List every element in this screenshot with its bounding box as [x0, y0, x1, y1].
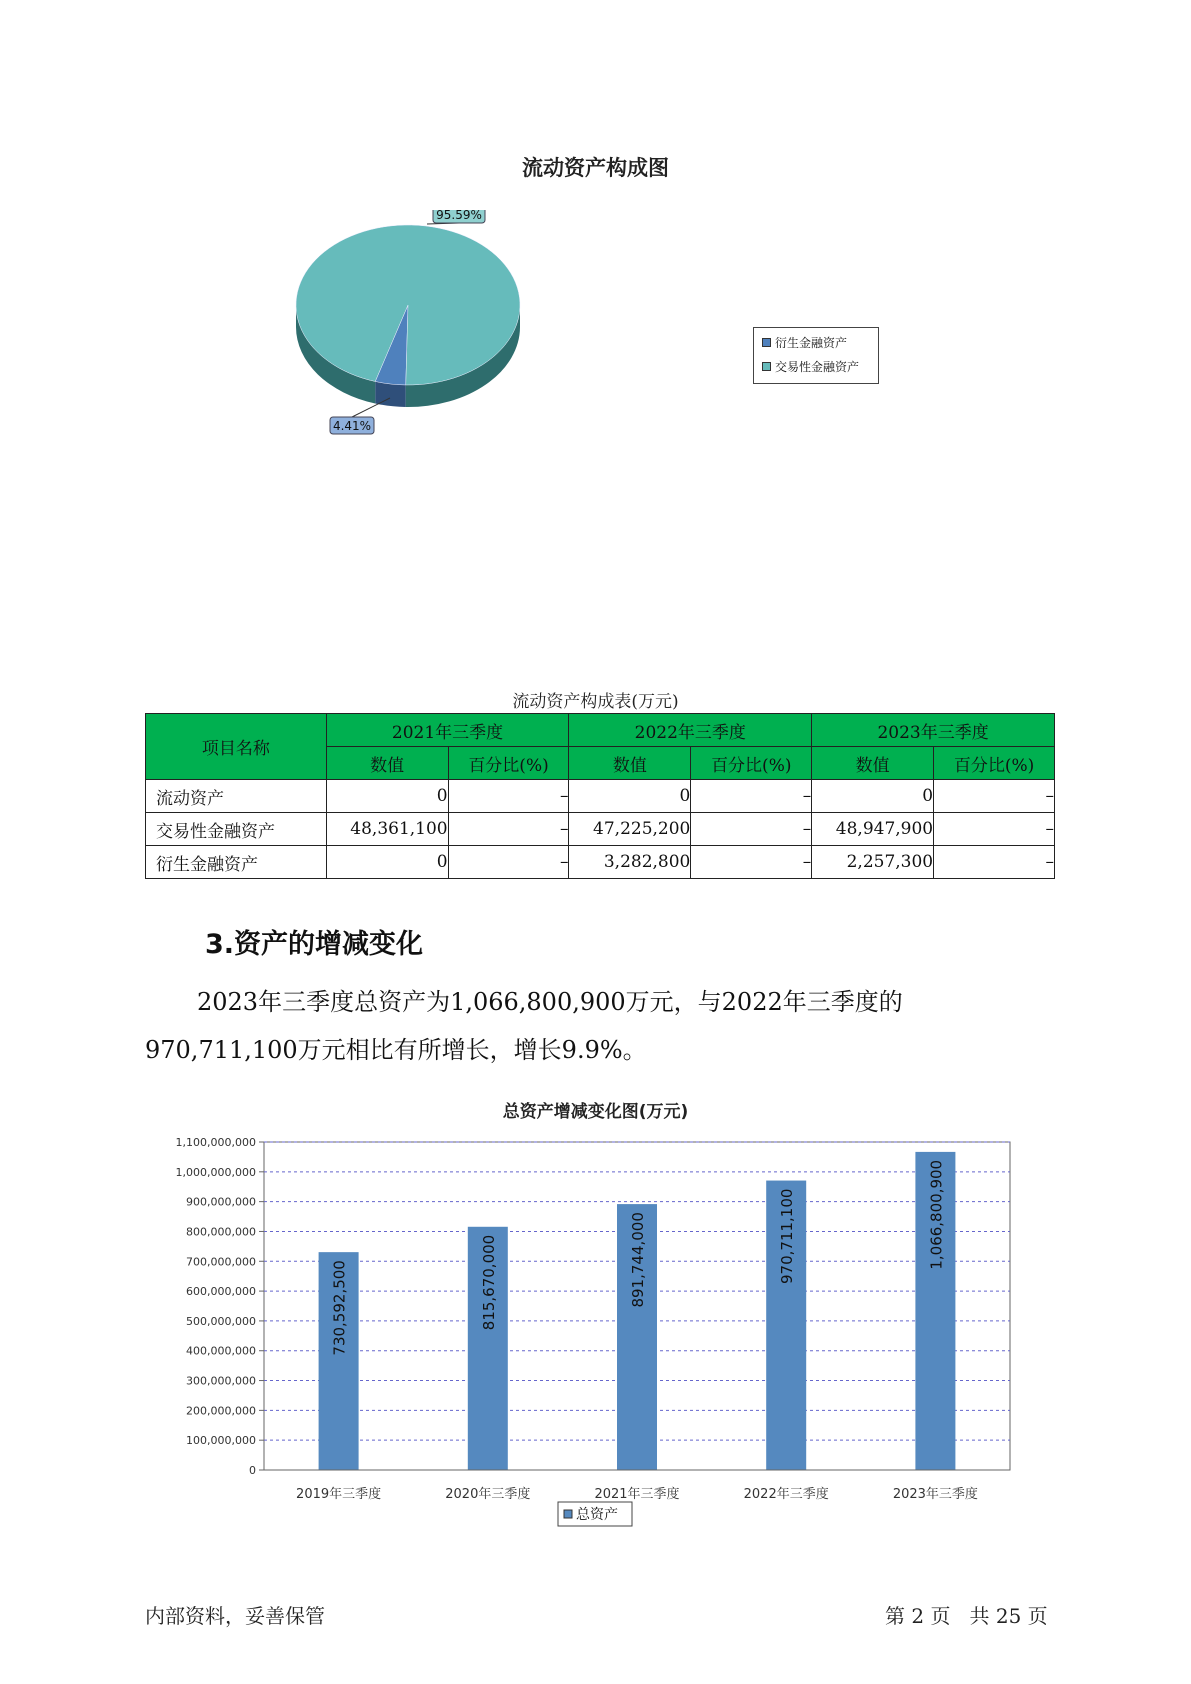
y-tick-label: 400,000,000	[186, 1344, 256, 1358]
bar-data-label: 970,711,100	[778, 1188, 797, 1284]
legend-label: 总资产	[576, 1507, 618, 1523]
body-paragraph: 2023年三季度总资产为1,066,800,900万元，与2022年三季度的970,711,100万元相比有所增长，增长9.9%。	[145, 988, 903, 1064]
table-row	[146, 813, 1055, 846]
header-period: 2022年三季度	[569, 714, 812, 747]
bar-chart-title: 总资产增减变化图(万元)	[502, 1102, 689, 1122]
pie-chart	[290, 210, 580, 470]
x-tick-label: 2022年三季度	[743, 1487, 829, 1502]
bar-data-label: 815,670,000	[479, 1234, 498, 1331]
current-assets-table	[145, 713, 1055, 879]
cell-value: 48,361,100	[326, 813, 448, 846]
footer-page-number: 第 2 页 共 25 页	[885, 1604, 1048, 1628]
legend-swatch	[762, 362, 771, 371]
cell-percent: –	[448, 780, 569, 813]
x-tick-label: 2019年三季度	[296, 1487, 382, 1502]
pie-legend	[753, 327, 879, 384]
cell-percent: –	[691, 846, 812, 879]
cell-percent: –	[448, 846, 569, 879]
cell-percent: –	[934, 846, 1055, 879]
footer-confidential-note: 内部资料，妥善保管	[145, 1604, 325, 1628]
pie-chart-title: 流动资产构成图	[522, 156, 669, 180]
cell-percent: –	[448, 813, 569, 846]
x-tick-label: 2021年三季度	[594, 1487, 680, 1502]
table-row	[146, 846, 1055, 879]
header-period: 2023年三季度	[812, 714, 1055, 747]
legend-label: 交易性金融资产	[775, 359, 860, 374]
section-heading: 3.资产的增减变化	[205, 929, 424, 960]
y-tick-label: 300,000,000	[186, 1374, 256, 1388]
header-value: 数值	[326, 747, 448, 780]
cell-percent: –	[691, 813, 812, 846]
header-percent: 百分比(%)	[448, 747, 569, 780]
x-tick-label: 2023年三季度	[892, 1487, 978, 1502]
pie-data-label: 4.41%	[332, 419, 372, 433]
y-tick-label: 100,000,000	[186, 1434, 256, 1448]
y-tick-label: 1,000,000,000	[175, 1165, 256, 1179]
pie-slice	[296, 225, 520, 385]
y-tick-label: 700,000,000	[186, 1255, 256, 1269]
cell-value: 0	[326, 846, 448, 879]
bar-data-label: 1,066,800,900	[927, 1159, 946, 1270]
header-period: 2021年三季度	[326, 714, 569, 747]
legend-swatch	[762, 338, 771, 347]
cell-percent: –	[691, 780, 812, 813]
x-tick-label: 2020年三季度	[445, 1487, 531, 1502]
legend-swatch	[564, 1510, 572, 1518]
bar-data-label: 730,592,500	[330, 1260, 349, 1356]
cell-value: 3,282,800	[569, 846, 691, 879]
header-percent: 百分比(%)	[934, 747, 1055, 780]
cell-value: 47,225,200	[569, 813, 691, 846]
row-name: 交易性金融资产	[146, 813, 327, 846]
y-tick-label: 0	[249, 1464, 256, 1477]
cell-percent: –	[934, 813, 1055, 846]
y-tick-label: 600,000,000	[186, 1285, 256, 1299]
cell-percent: –	[934, 780, 1055, 813]
table-row	[146, 780, 1055, 813]
cell-value: 0	[326, 780, 448, 813]
bar-chart	[145, 1120, 1045, 1540]
y-tick-label: 800,000,000	[186, 1225, 256, 1239]
pie-data-label: 95.59%	[436, 210, 482, 222]
cell-value: 0	[812, 780, 934, 813]
row-name: 流动资产	[146, 780, 327, 813]
y-tick-label: 1,100,000,000	[175, 1136, 256, 1149]
y-tick-label: 900,000,000	[186, 1195, 256, 1209]
header-value: 数值	[812, 747, 934, 780]
legend-label: 衍生金融资产	[775, 335, 848, 350]
header-percent: 百分比(%)	[691, 747, 812, 780]
row-name: 衍生金融资产	[146, 846, 327, 879]
cell-value: 2,257,300	[812, 846, 934, 879]
legend-item	[754, 356, 878, 376]
cell-value: 48,947,900	[812, 813, 934, 846]
bar-data-label: 891,744,000	[629, 1212, 647, 1308]
legend-item	[754, 332, 878, 352]
y-tick-label: 500,000,000	[186, 1314, 256, 1328]
y-tick-label: 200,000,000	[186, 1404, 256, 1418]
table-caption: 流动资产构成表(万元)	[512, 692, 679, 712]
header-item-name: 项目名称	[146, 714, 327, 780]
cell-value: 0	[569, 780, 691, 813]
header-value: 数值	[569, 747, 691, 780]
